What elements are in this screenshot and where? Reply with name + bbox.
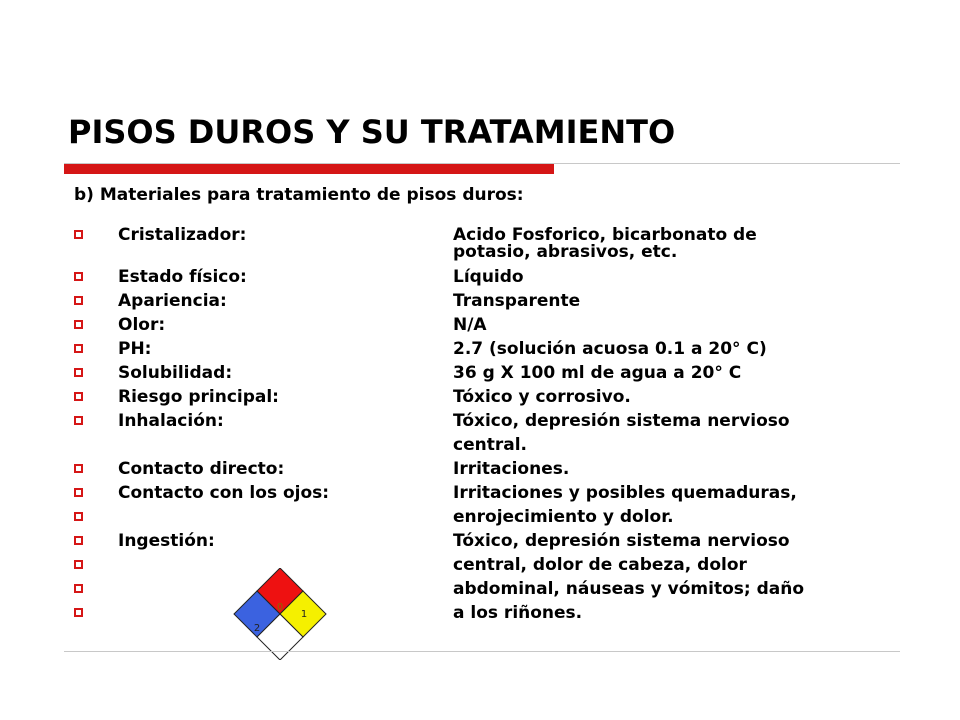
item-value: central, dolor de cabeza, dolor xyxy=(453,555,747,575)
bullet-icon xyxy=(74,488,83,497)
bullet-icon xyxy=(74,584,83,593)
item-label: Estado físico: xyxy=(118,267,247,287)
item-value: abdominal, náuseas y vómitos; daño xyxy=(453,579,805,599)
slide-subtitle: b) Materiales para tratamiento de pisos duros: xyxy=(74,185,524,205)
bullet-icon xyxy=(74,536,83,545)
reactivity-rating: 1 xyxy=(300,609,308,620)
bullet-icon xyxy=(74,230,83,239)
item-value: potasio, abrasivos, etc. xyxy=(453,242,678,262)
bullet-icon xyxy=(74,344,83,353)
item-value: N/A xyxy=(453,315,487,335)
item-label: Solubilidad: xyxy=(118,363,233,383)
item-value: Tóxico, depresión sistema nervioso xyxy=(453,411,790,431)
item-label: Inhalación: xyxy=(118,411,224,431)
item-value: Líquido xyxy=(453,267,524,287)
bullet-icon xyxy=(74,368,83,377)
bullet-icon xyxy=(74,296,83,305)
health-rating: 2 xyxy=(253,623,261,634)
item-value: Irritaciones. xyxy=(453,459,570,479)
item-label: Contacto directo: xyxy=(118,459,285,479)
item-value: 36 g X 100 ml de agua a 20° C xyxy=(453,363,742,383)
bullet-icon xyxy=(74,464,83,473)
title-accent-bar xyxy=(64,164,554,174)
item-value: Acido Fosforico, bicarbonato de xyxy=(453,225,757,245)
item-value: Tóxico y corrosivo. xyxy=(453,387,631,407)
bullet-icon xyxy=(74,272,83,281)
item-value: Tóxico, depresión sistema nervioso xyxy=(453,531,790,551)
item-label: Riesgo principal: xyxy=(118,387,279,407)
item-label: Apariencia: xyxy=(118,291,227,311)
nfpa-hazard-diamond-icon xyxy=(230,568,330,660)
item-label: Contacto con los ojos: xyxy=(118,483,330,503)
bullet-icon xyxy=(74,416,83,425)
footer-divider xyxy=(64,651,900,652)
slide-title: PISOS DUROS Y SU TRATAMIENTO xyxy=(68,113,676,151)
bullet-icon xyxy=(74,392,83,401)
flammability-rating: 0 xyxy=(276,602,284,613)
bullet-icon xyxy=(74,512,83,521)
item-value: Transparente xyxy=(453,291,581,311)
bullet-icon xyxy=(74,560,83,569)
item-label: Ingestión: xyxy=(118,531,215,551)
item-label: PH: xyxy=(118,339,152,359)
item-value: central. xyxy=(453,435,527,455)
bullet-icon xyxy=(74,320,83,329)
item-label: Cristalizador: xyxy=(118,225,247,245)
item-label: Olor: xyxy=(118,315,166,335)
item-value: 2.7 (solución acuosa 0.1 a 20° C) xyxy=(453,339,767,359)
bullet-icon xyxy=(74,608,83,617)
item-value: Irritaciones y posibles quemaduras, xyxy=(453,483,797,503)
item-value: a los riñones. xyxy=(453,603,583,623)
item-value: enrojecimiento y dolor. xyxy=(453,507,674,527)
